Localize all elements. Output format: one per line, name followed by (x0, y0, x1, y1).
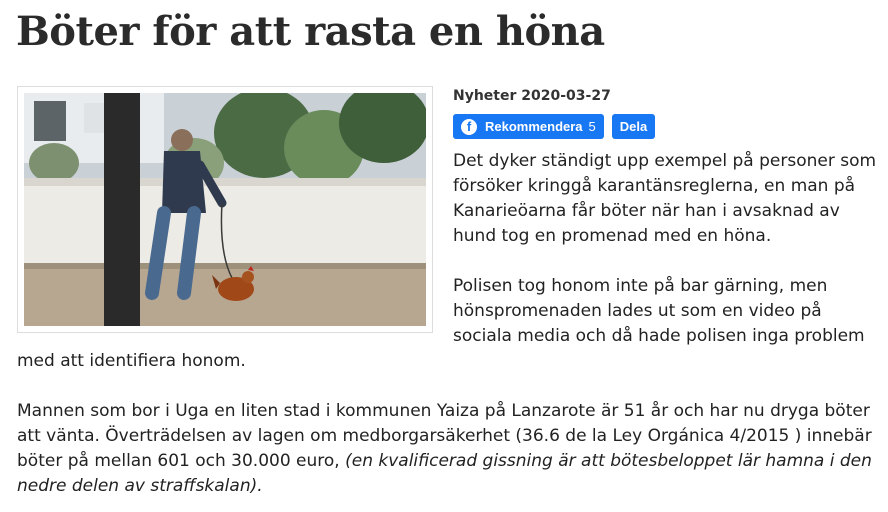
recommend-label: Rekommendera (485, 119, 583, 134)
article-body (17, 84, 879, 499)
recommend-count: 5 (588, 119, 596, 134)
paragraph-italic-note: (en kvalificerad gissning är att bötesbeloppet lär hamna i den nedre delen av straffskalan). (17, 451, 872, 496)
article-category: Nyheter (453, 88, 517, 104)
article-paragraph: Polisen tog honom inte på bar gärning, men hönspromenaden lades ut som en video på sociala media och då hade polisen inga problem med att identifiera honom. (17, 276, 865, 371)
article-date: 2020-03-27 (521, 88, 611, 104)
recommend-button[interactable] (453, 114, 604, 139)
share-button[interactable] (612, 114, 655, 139)
facebook-logo-icon: f (461, 119, 477, 135)
article-headline: Böter för att rasta en höna (16, 8, 605, 55)
social-buttons (453, 114, 879, 139)
man-walking-hen-photo (24, 93, 426, 326)
paragraph-text: Mannen som bor i Uga en liten stad i kommunen Yaiza på Lanzarote är 51 år och har nu dryga böter att vänta. Överträdelsen av lagen om medborgarsäkerhet (36.6 de la Ley Orgánica 4/2015 ) innebär böter på mellan 601 och 30.000 euro, (17, 401, 872, 471)
article-photo-frame (17, 86, 433, 333)
article-paragraph (17, 399, 879, 499)
article-photo (24, 93, 426, 326)
share-label: Dela (619, 119, 648, 134)
article-paragraph: Det dyker ständigt upp exempel på personer som försöker kringgå karantänsreglerna, en man på Kanarieöarna får böter när han i avsaknad av hund tog en promenad med en höna. (453, 151, 877, 246)
